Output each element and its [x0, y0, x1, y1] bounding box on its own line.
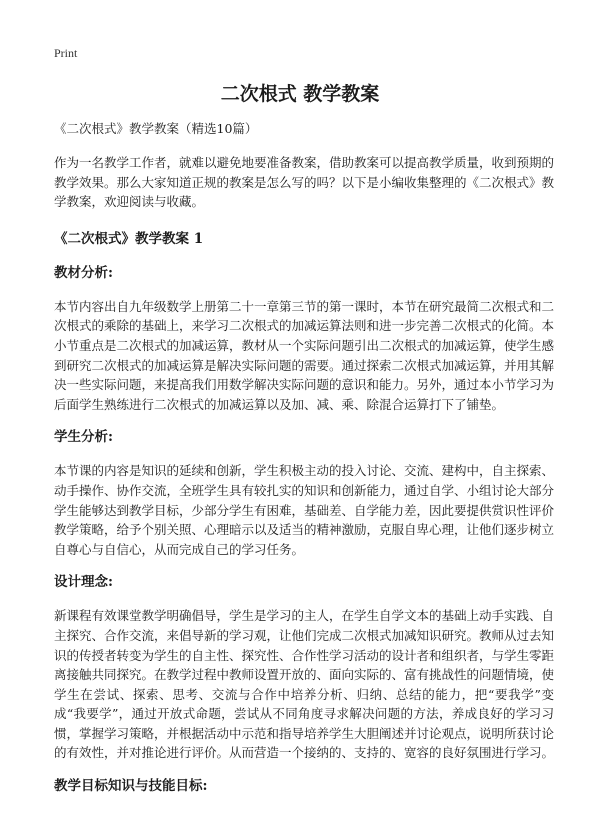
- page-title: 二次根式 教学教案: [220, 83, 380, 105]
- section-body-student-analysis: 本节课的内容是知识的延续和创新，学生积极主动的投入讨论、交流、建构中，自主探索、动手操作、协作交流，全班学生具有较扎实的知识和创新能力，通过自学、小组讨论大部分学生能够达到教学目标，少部分学生有困难，基础差、自学能力差，因此要提供赏识性评价教学策略，给予个别关照、心理暗示以及适当的精神激励，克服自卑心理，让他们逐步树立自尊心与自信心，从而完成自己的学习任务。: [54, 463, 555, 557]
- document-subtitle: 《二次根式》教学教案（精选10篇）: [54, 121, 258, 136]
- section-heading-textbook-analysis: 教材分析:: [54, 264, 113, 281]
- section-heading-teaching-objectives: 教学目标知识与技能目标:: [54, 778, 208, 795]
- section-heading-design-concept: 设计理念:: [54, 574, 113, 591]
- lesson-plan-1-heading: 《二次根式》教学教案 1: [54, 230, 204, 247]
- section-body-textbook-analysis: 本节内容出自九年级数学上册第二十一章第三节的第一课时，本节在研究最简二次根式和二次根式的乘除的基础上，来学习二次根式的加减运算法则和进一步完善二次根式的化简。本小节重点是二次根式的加减运算，教材从一个实际问题引出二次根式的加减运算，使学生感到研究二次根式的加减运算是解决实际问题的需要。通过探索二次根式加减运算，并用其解决一些实际问题，来提高我们用数学解决实际问题的意识和能力。另外，通过本小节学习为后面学生熟练进行二次根式的加减运算以及加、减、乘、除混合运算打下了铺垫。: [54, 298, 555, 412]
- section-heading-student-analysis: 学生分析:: [54, 429, 113, 446]
- print-link[interactable]: Print: [54, 46, 78, 60]
- intro-paragraph: 作为一名教学工作者，就难以避免地要准备教案，借助教案可以提高教学质量，收到预期的教学效果。那么大家知道正规的教案是怎么写的吗？以下是小编收集整理的《二次根式》教学教案，欢迎阅读与收藏。: [54, 155, 555, 210]
- document-body: [54, 119, 554, 810]
- section-body-design-concept: 新课程有效课堂教学明确倡导，学生是学习的主人，在学生自学文本的基础上动手实践、自主探究、合作交流，来倡导新的学习观，让他们完成二次根式加减知识研究。教师从过去知识的传授者转变为学生的自主性、探究性、合作性学习活动的设计者和组织者，与学生零距离接触共同探究。在教学过程中教师设置开放的、面向实际的、富有挑战性的问题情境，使学生在尝试、探索、思考、交流与合作中培养分析、归纳、总结的能力，把“要我学”变成“我要学”，通过开放式命题，尝试从不同角度寻求解决问题的方法，养成良好的学习习惯，掌握学习策略，并根据活动中示范和指导培养学生大胆阐述并讨论观点，说明所获讨论的有效性，并对推论进行评价。从而营造一个接纳的、支持的、宽容的良好氛围进行学习。: [54, 608, 555, 761]
